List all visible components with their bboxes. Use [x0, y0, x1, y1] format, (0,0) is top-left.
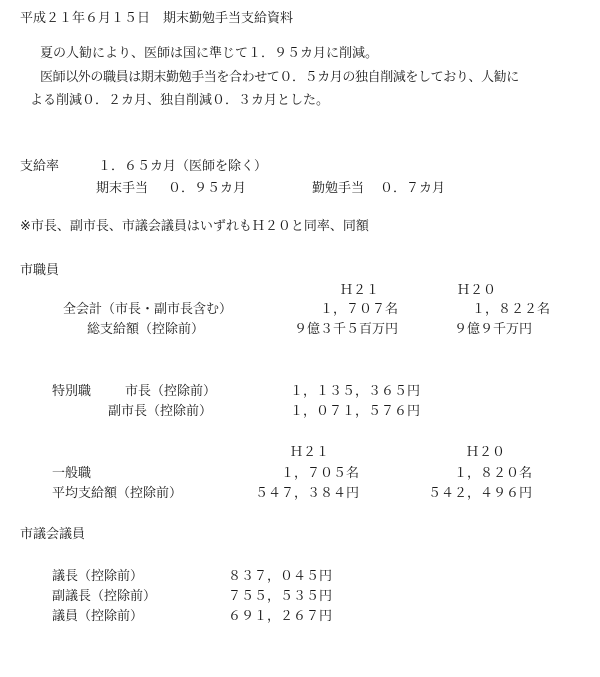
diligence-value: ０．７カ月	[380, 181, 446, 196]
general-col-h20: Ｈ２０	[466, 445, 506, 460]
mayor-value: １，１３５，３６５円	[290, 384, 421, 399]
rate-value: １．６５カ月（医師を除く）	[98, 159, 268, 174]
total-pay-h20: ９億９千万円	[453, 322, 532, 337]
avg-pay-h20: ５４２，４９６円	[427, 486, 532, 501]
intro-line-3: よる削減０．２カ月、独自削減０．３カ月とした。	[30, 93, 330, 108]
vice-chair-label: 副議長（控除前）	[52, 589, 157, 604]
intro-line-1: 夏の人勧により、医師は国に準じて１．９５カ月に削減。	[40, 46, 379, 61]
term-end-value: ０．９５カ月	[168, 181, 247, 196]
mayor-label: 市長（控除前）	[125, 384, 217, 399]
vice-chair-value: ７５５，５３５円	[228, 589, 333, 604]
vice-mayor-label: 副市長（控除前）	[108, 404, 213, 419]
all-accounts-h20: １，８２２名	[471, 302, 550, 317]
page-title: 平成２１年６月１５日 期末勤勉手当支給資料	[20, 11, 294, 26]
vice-mayor-value: １，０７１，５７６円	[290, 404, 421, 419]
rate-label: 支給率	[20, 159, 60, 174]
intro-line-2: 医師以外の職員は期末勤勉手当を合わせて０．５カ月の独自削減をしており、人勧に	[40, 70, 519, 85]
council-heading: 市議会議員	[20, 527, 86, 542]
col-h21: Ｈ２１	[340, 283, 380, 298]
chair-label: 議長（控除前）	[52, 569, 144, 584]
avg-pay-h21: ５４７，３８４円	[254, 486, 359, 501]
chair-value: ８３７，０４５円	[228, 569, 333, 584]
member-label: 議員（控除前）	[52, 609, 144, 624]
all-accounts-h21: １，７０７名	[319, 302, 398, 317]
total-pay-label: 総支給額（控除前）	[87, 322, 205, 337]
special-label: 特別職	[52, 384, 92, 399]
member-value: ６９１，２６７円	[228, 609, 333, 624]
city-staff-heading: 市職員	[20, 263, 60, 278]
term-end-label: 期末手当	[96, 181, 149, 196]
general-count-h20: １，８２０名	[453, 466, 532, 481]
avg-pay-label: 平均支給額（控除前）	[52, 486, 183, 501]
all-accounts-label: 全会計（市長・副市長含む）	[63, 302, 233, 317]
diligence-label: 勤勉手当	[312, 181, 365, 196]
general-count-h21: １，７０５名	[280, 466, 359, 481]
col-h20: Ｈ２０	[457, 283, 497, 298]
total-pay-h21: ９億３千５百万円	[293, 322, 398, 337]
note: ※市長、副市長、市議会議員はいずれもＨ２０と同率、同額	[20, 219, 369, 234]
general-col-h21: Ｈ２１	[290, 445, 330, 460]
general-label: 一般職	[52, 466, 92, 481]
